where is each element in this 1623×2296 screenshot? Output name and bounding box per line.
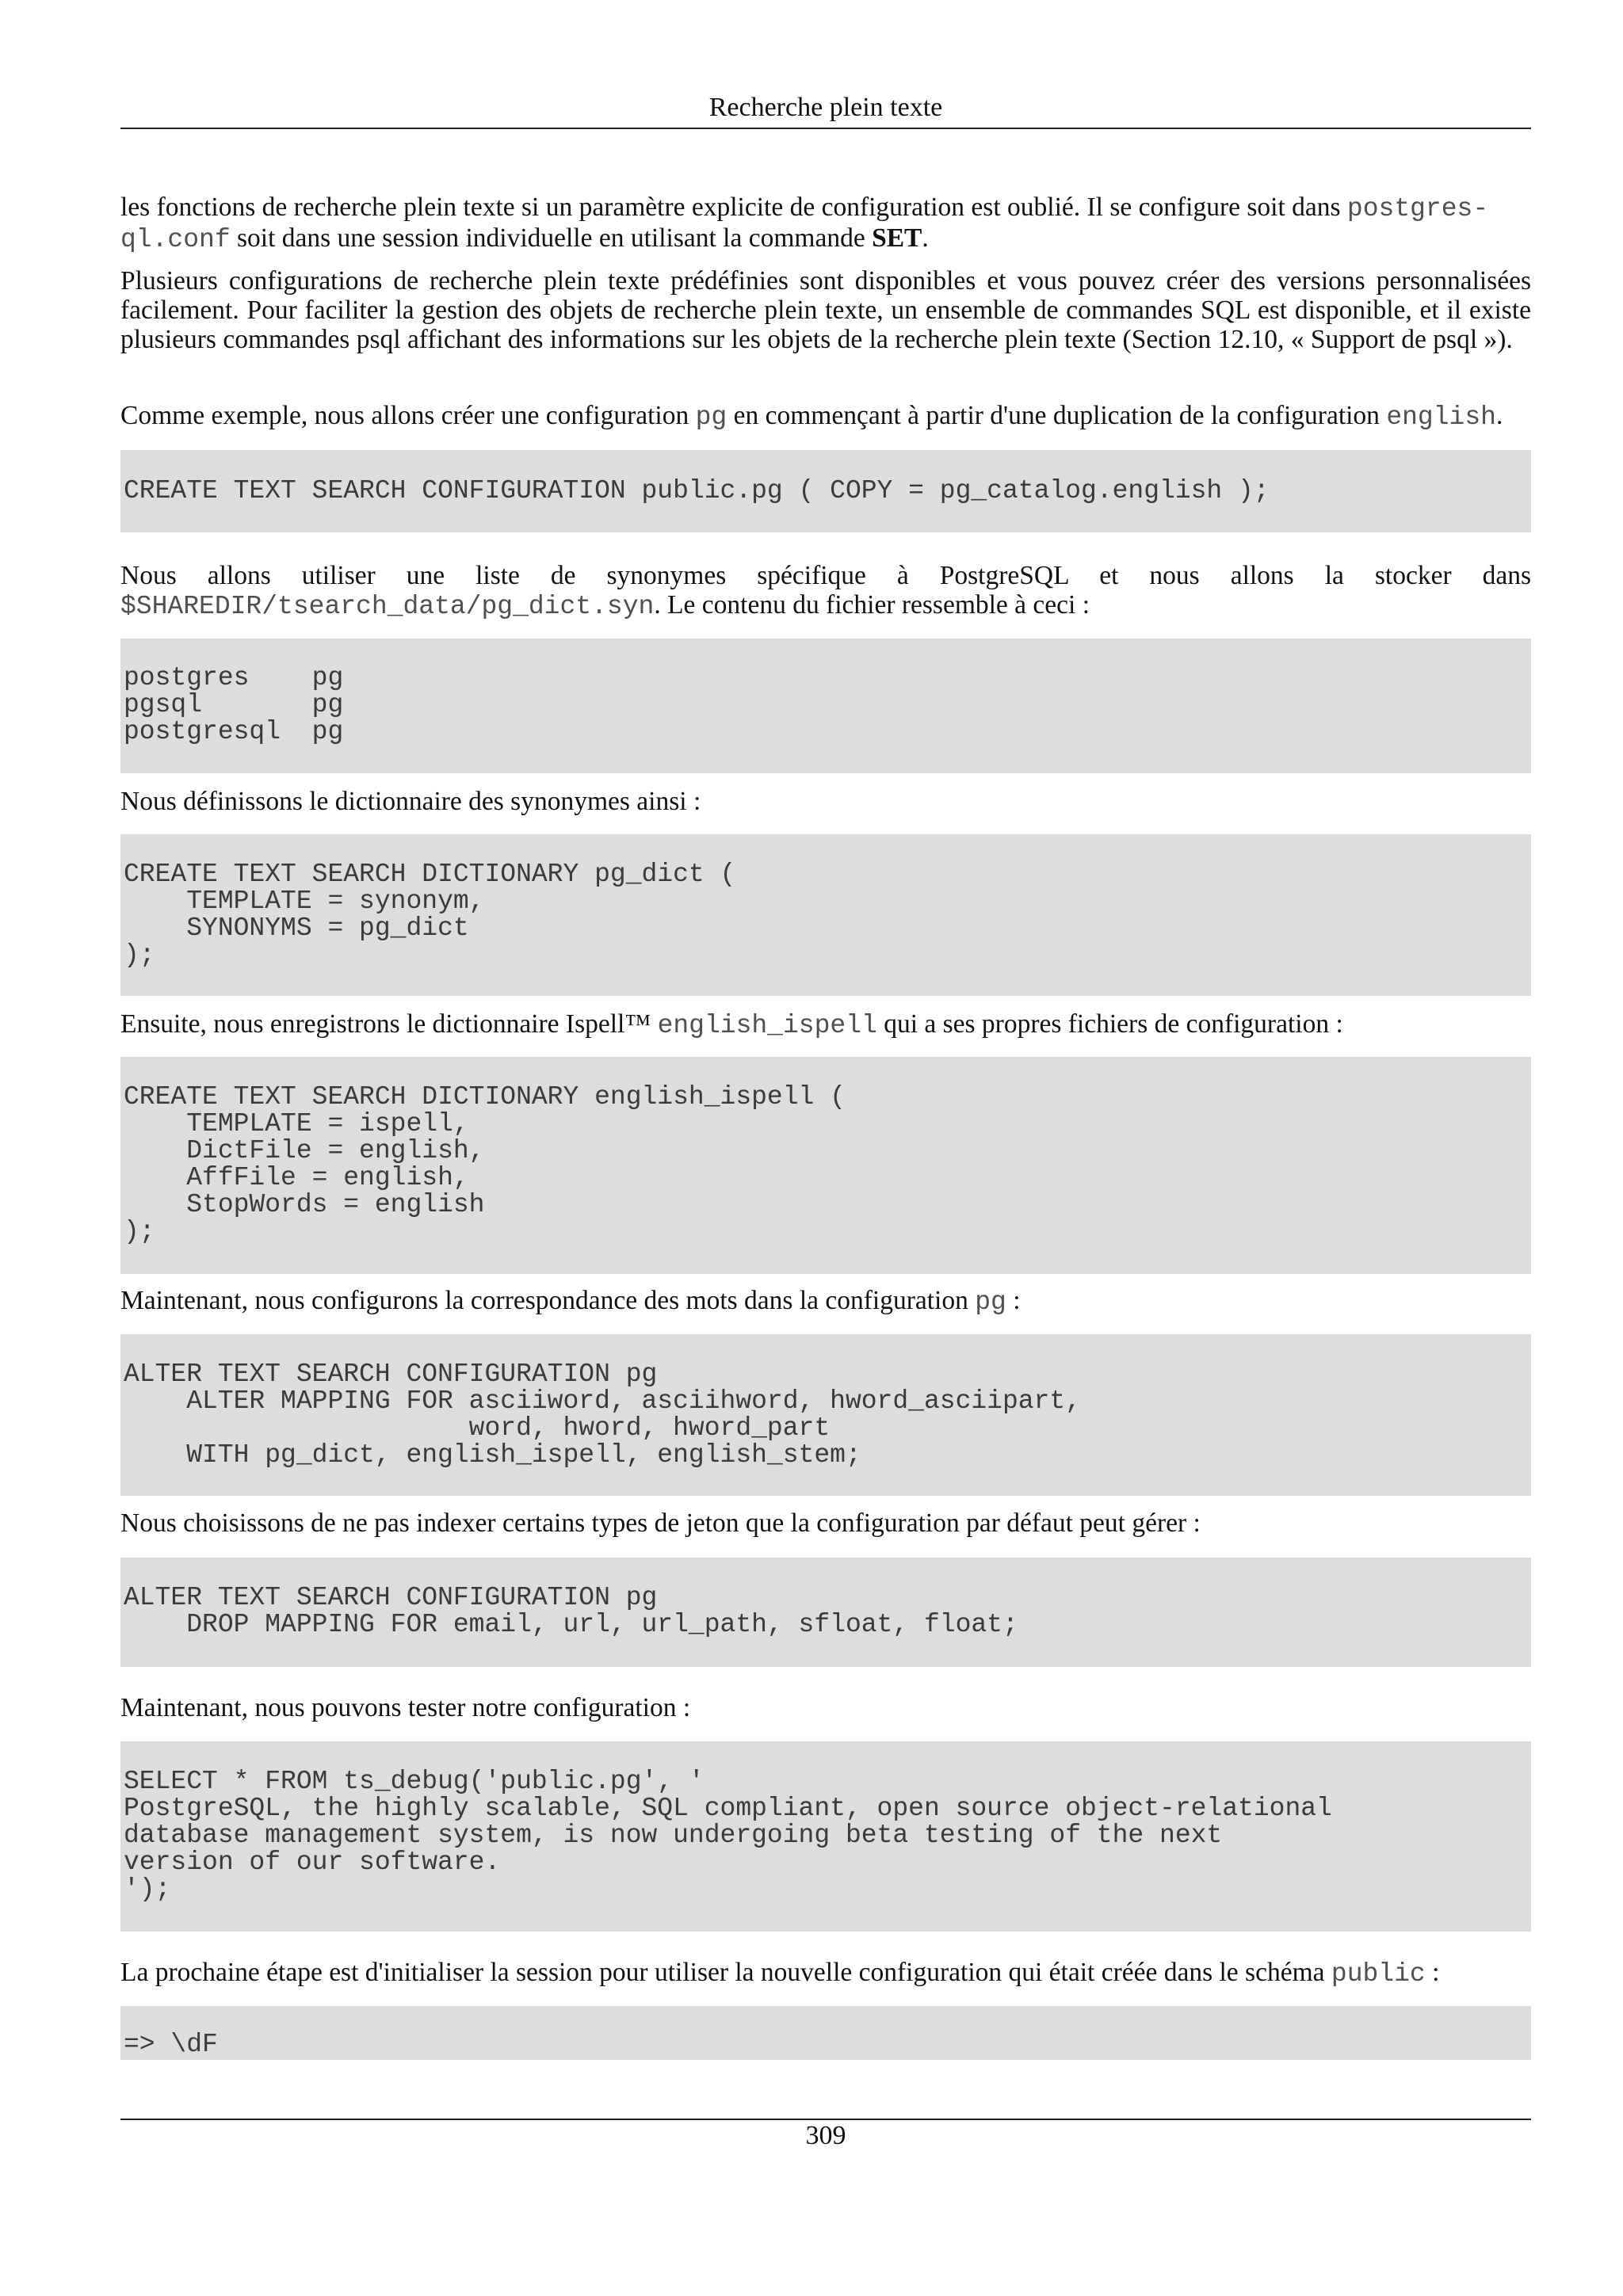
inline-code-pg-2: pg (975, 1287, 1006, 1317)
paragraph-config-intro: les fonctions de recherche plein texte si un paramètre explicite de configuration est oublié. Il se configure soit dans postgres- ql.conf soit dans une session individuelle en utilisant la commande SET. (120, 193, 1489, 254)
code-block-ts-debug: SELECT * FROM ts_debug('public.pg', ' PostgreSQL, the highly scalable, SQL compliant, open source object-relational database management system, is now undergoing beta testing of the next version of our software. '); (120, 1741, 1531, 1932)
inline-code-english-ispell: english_ispell (657, 1011, 877, 1040)
header-rule (120, 128, 1531, 129)
inline-code-syn-path: $SHAREDIR/tsearch_data/pg_dict.syn (120, 592, 655, 621)
paragraph-synonyms: Nous allons utiliser une liste de synonymes spécifique à PostgreSQL et nous allons la stocker dans $SHAREDIR/tsearch_data/pg_dict.syn. Le contenu du fichier ressemble à ceci : (120, 561, 1531, 621)
code-block-create-config: CREATE TEXT SEARCH CONFIGURATION public.pg ( COPY = pg_catalog.english ); (120, 450, 1531, 532)
paragraph-define-dictionary: Nous définissons le dictionnaire des synonymes ainsi : (120, 787, 701, 816)
inline-code-english: english (1386, 402, 1496, 432)
paragraph-example: Comme exemple, nous allons créer une configuration pg en commençant à partir d'une duplication de la configuration english. (120, 401, 1503, 432)
code-block-create-dictionary-pg: CREATE TEXT SEARCH DICTIONARY pg_dict ( TEMPLATE = synonym, SYNONYMS = pg_dict ); (120, 834, 1531, 996)
inline-code-postgresql-conf-1: postgres- (1346, 194, 1489, 223)
paragraph-ispell: Ensuite, nous enregistrons le dictionnaire Ispell™ english_ispell qui a ses propres fichiers de configuration : (120, 1009, 1343, 1040)
running-header: Recherche plein texte (708, 93, 943, 122)
inline-code-public: public (1331, 1959, 1426, 1989)
paragraph-mapping: Maintenant, nous configurons la correspondance des mots dans la configuration pg : (120, 1286, 1021, 1317)
code-block-df: => \dF (120, 2006, 1531, 2060)
code-block-create-dictionary-ispell: CREATE TEXT SEARCH DICTIONARY english_ispell ( TEMPLATE = ispell, DictFile = english, AffFile = english, StopWords = english ); (120, 1057, 1531, 1274)
inline-code-postgresql-conf-2: ql.conf (120, 225, 231, 254)
code-block-alter-mapping: ALTER TEXT SEARCH CONFIGURATION pg ALTER MAPPING FOR asciiword, asciihword, hword_asciipart, word, hword, hword_part WITH pg_dict, english_ispell, english_stem; (120, 1334, 1531, 1496)
code-block-synonym-file: postgres pg pgsql pg postgresql pg (120, 639, 1531, 773)
page (120, 0, 1531, 2296)
paragraph-predefined-configs: Plusieurs configurations de recherche plein texte prédéfinies sont disponibles et vous pouvez créer des versions personnalisées facilement. Pour faciliter la gestion des objets de recherche plein texte, un ensemble de commandes SQL est disponible, et il existe plusieurs commandes psql affichant des informations sur les objets de la recherche plein texte (Section 12.10, « Support de psql »). (120, 266, 1531, 354)
paragraph-init-session: La prochaine étape est d'initialiser la session pour utiliser la nouvelle configuration qui était créée dans le schéma public : (120, 1958, 1440, 1989)
code-block-drop-mapping: ALTER TEXT SEARCH CONFIGURATION pg DROP MAPPING FOR email, url, url_path, sfloat, float; (120, 1558, 1531, 1667)
paragraph-test-config: Maintenant, nous pouvons tester notre configuration : (120, 1693, 691, 1722)
inline-code-pg: pg (695, 402, 727, 432)
bold-set: SET (872, 223, 922, 253)
paragraph-drop-tokens: Nous choisissons de ne pas indexer certains types de jeton que la configuration par défaut peut gérer : (120, 1508, 1201, 1538)
page-number: 309 (805, 2121, 846, 2150)
